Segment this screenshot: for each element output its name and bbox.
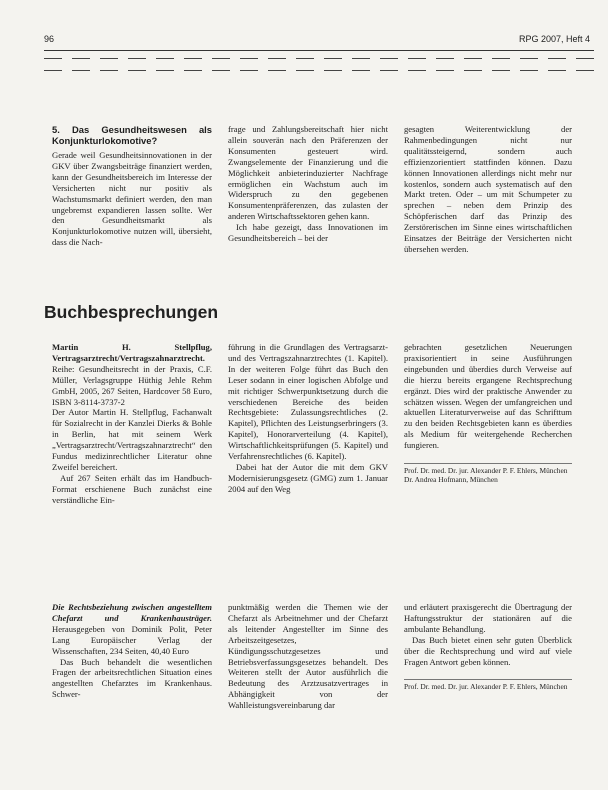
- paragraph: punktmäßig werden die Themen wie der Chefarzt als Arbeitnehmer und der Chefarzt als leitender Angestellter im Sinne des Arbeitszeitgesetzes, Kündigungsschutzgesetzes und Betriebsverfassungsgesetzes behandelt. Des Weiteren stellt der Autor ausführlich die Bedeutung des Arztzusatzvertrages in Abhängigkeit von der Wahlleistungsvereinbarung dar: [228, 602, 388, 711]
- paragraph: Das Buch bietet einen sehr guten Überblick über die Rechtsprechung und wird auf viele Fragen Antwort geben können.: [404, 634, 572, 667]
- upper-column-1: [52, 124, 212, 248]
- review1-column-3: [404, 342, 572, 485]
- reviewer-name: Prof. Dr. med. Dr. jur. Alexander P. F. Ehlers, München: [404, 679, 572, 691]
- header-rule: [44, 50, 594, 51]
- header-dashed-rule: [44, 58, 594, 59]
- paragraph: gebrachten gesetzlichen Neuerungen praxisorientiert in seine Ausführungen eingebunden und überdies durch Verweise auf die hierzu bereits ergangene Rechtsprechung ergänzt. Dies wird der praktische Anwender zu schätzen wissen. Wegen der umfangreichen und aktuellen Literaturverweise auf das Schrifttum zu den beiden Rechtsgebieten kann es überdies als Medium für weitergehende Recherchen fungieren.: [404, 342, 572, 451]
- reviewer-signature: [404, 463, 572, 485]
- paragraph: und erläutert praxisgerecht die Übertragung der Haftungsstruktur der stationären auf die ambulante Behandlung.: [404, 602, 572, 634]
- paragraph: Dabei hat der Autor die mit dem GKV Modernisierungsgesetz (GMG) zum 1. Januar 2004 auf den Weg: [228, 461, 388, 494]
- review2-column-1: [52, 602, 212, 700]
- paragraph: Ich habe gezeigt, dass Innovationen im Gesundheitsbereich – bei der: [228, 222, 388, 244]
- review2-column-3: [404, 602, 572, 692]
- header-dashed-rule-2: [44, 70, 594, 71]
- section-heading: 5. Das Gesundheitswesen als Konjunkturlokomotive?: [52, 124, 212, 146]
- section-title: Buchbesprechungen: [44, 302, 219, 322]
- reviewer-name: Prof. Dr. med. Dr. jur. Alexander P. F. Ehlers, München: [404, 463, 572, 475]
- upper-column-3: [404, 124, 572, 255]
- book-bibliography: Herausgegeben von Dominik Polit, Peter Lang Europäischer Verlag der Wissenschaften, 234 Seiten, 40,40 Euro: [52, 623, 212, 656]
- review2-column-2: [228, 602, 388, 711]
- journal-reference: RPG 2007, Heft 4: [518, 34, 590, 44]
- paragraph: frage und Zahlungsbereitschaft hier nicht allein souverän nach den Präferenzen der Konsumenten gesteuert wird. Zwangselemente der Finanzierung und die Möglichkeit anbieterinduzierter Nachfrage ermöglichen ein Wachstum auch im Widerspruch zu den gegebenen Konsumentenpräferenzen, das zulasten der anderen Wirtschaftssektoren gehen kann.: [228, 124, 388, 222]
- book-title: Die Rechtsbeziehung zwischen angestelltem Chefarzt und Krankenhausträger.: [52, 602, 212, 623]
- paragraph: gesagten Weiterentwicklung der Rahmenbedingungen nicht nur qualitätssteigernd, sondern auch effizienzorientiert stattfinden können. Dazu können Innovationen allerdings nicht mehr nur kostenlos, sondern auch systematisch auf den Markt treten. Oder – um mit Schumpeter zu sprechen – neben dem Prinzip des Schöpferischen darf das Prinzip des Zerstörerischen im Sinne eines wirtschaftlichen Einsatzes der Beiträge der Versicherten nicht übersehen werden.: [404, 124, 572, 254]
- paragraph: Der Autor Martin H. Stellpflug, Fachanwalt für Sozialrecht in der Kanzlei Dierks & Bohle in Berlin, hat mit seinem Werk „Vertragsarztrecht/Vertragszahnarztrecht“ den Fundus medizinrechtlicher Literatur ohne Zweifel bereichert.: [52, 407, 212, 472]
- book-title: Martin H. Stellpflug, Vertragsarztrecht/Vertragszahnarztrecht.: [52, 342, 212, 363]
- paragraph: führung in die Grundlagen des Vertragsarzt- und des Vertragszahnarztrechtes (1. Kapitel). In der weiteren Folge führt das Buch den Leser sodann in einer logischen Abfolge und mit richtiger Schwerpunktsetzung durch die verschiedenen Bereiche des beiden Rechtsgebiete: Zulassungsrechtliches (2. Kapitel), Pflichten des Leistungserbringers (3. Kapitel), Honorarverteilung (4. Kapitel), Wirtschaftlichkeitsprüfungen (5. Kapitel) und Verfahrensrechtliches (6. Kapitel).: [228, 342, 388, 462]
- review1-column-1: [52, 342, 212, 506]
- paragraph: Auf 267 Seiten erhält das im Handbuch-Format erschienene Buch zunächst eine verständliche Ein-: [52, 472, 212, 505]
- review1-column-2: [228, 342, 388, 495]
- upper-column-2: [228, 124, 388, 244]
- reviewer-signature: [404, 679, 572, 691]
- page-number: 96: [44, 34, 55, 44]
- paragraph: Gerade weil Gesundheitsinnovationen in der GKV über Zwangsbeiträge finanziert werden, kann der Gesundheitsbereich im Interesse der Versicherten nicht nur positiv als Wachstumsmarkt definiert werden, den man ungebremst expandieren lassen sollte. Wer den Gesundheitsmarkt als Konjunkturlokomotive nutzen will, übersieht, dass die Nach-: [52, 150, 212, 248]
- reviewer-name: Dr. Andrea Hofmann, München: [404, 475, 498, 485]
- paragraph: Das Buch behandelt die wesentlichen Fragen der arbeitsrechtlichen Situation eines angestellten Chefarztes im Krankenhaus. Schwer-: [52, 656, 212, 700]
- book-bibliography: Reihe: Gesundheitsrecht in der Praxis, C.F. Müller, Verlagsgruppe Hüthig Jehle Rehm GmbH, 2005, 267 Seiten, Hardcover 58 Euro, ISBN 3-8114-3737-2: [52, 363, 212, 407]
